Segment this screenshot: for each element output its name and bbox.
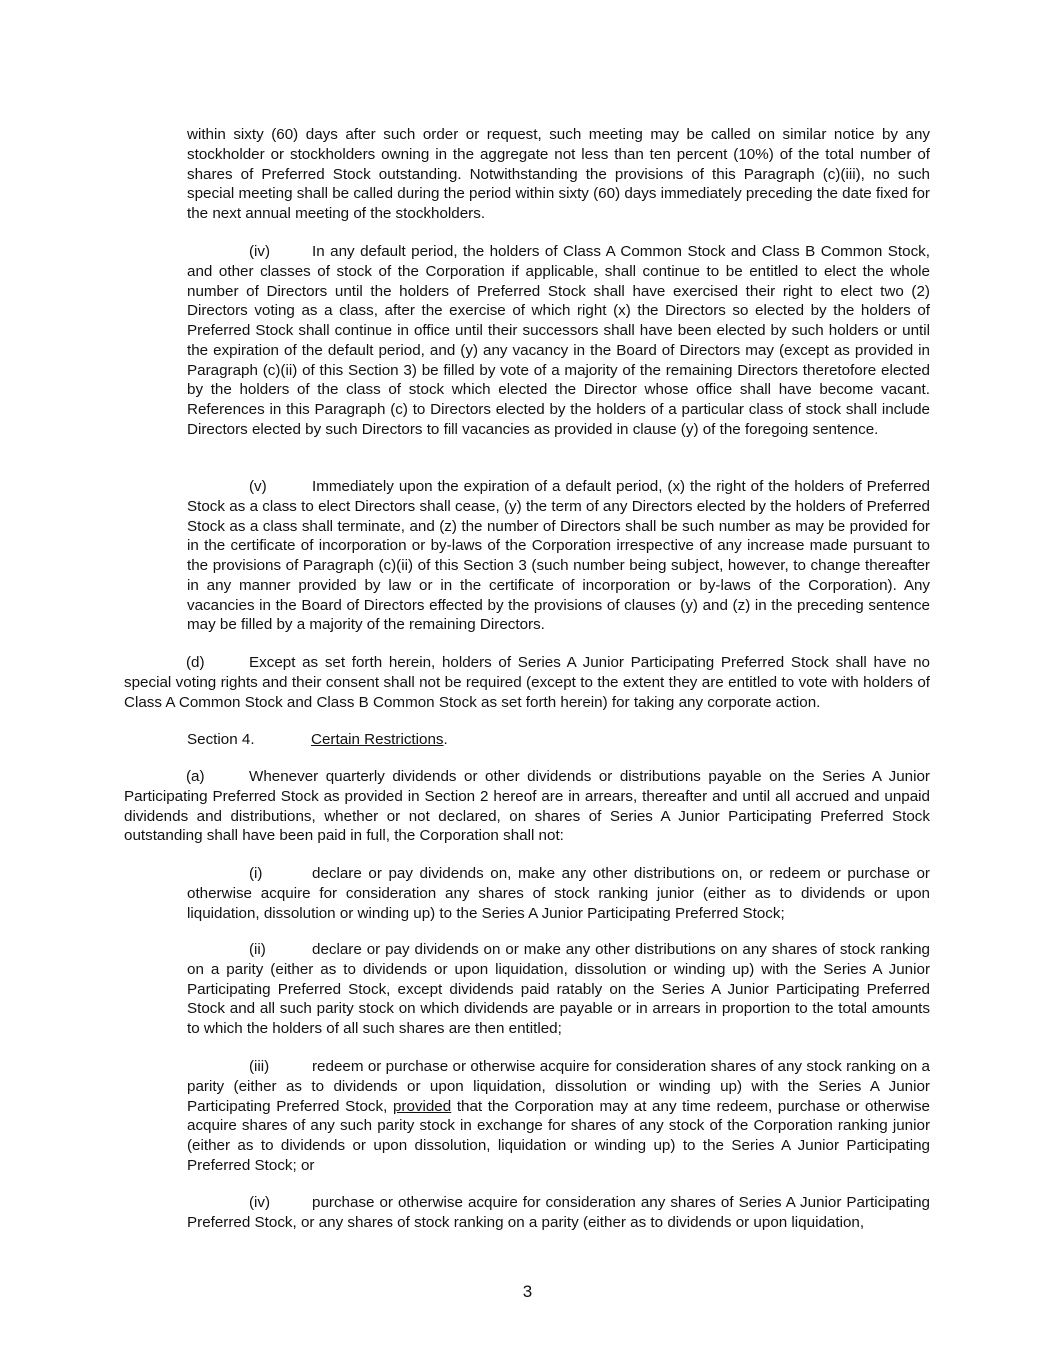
- paragraph-text: within sixty (60) days after such order or request, such meeting may be called on similar notice by any stockholder or stockholders owning in the aggregate not less than ten percent (10%) of the total number of shares of Preferred Stock outstanding. Notwithstanding the provisions of this Paragraph (c)(iii), no such special meeting shall be called during the period within sixty (60) days immediately preceding the date fixed for the next annual meeting of the stockholders.: [187, 126, 930, 222]
- paragraph-number: (v): [249, 478, 267, 495]
- paragraph-text: purchase or otherwise acquire for consideration any shares of Series A Junior Participating Preferred Stock, or any shares of stock ranking on a parity (either as to dividends or upon liquidation,: [187, 1194, 930, 1231]
- paragraph-a-ii: [187, 940, 930, 1039]
- paragraph-a-iv: [187, 1193, 930, 1233]
- section-heading: [187, 730, 930, 750]
- section-title-period: .: [443, 731, 448, 748]
- paragraph-a: [124, 767, 930, 846]
- page-number: 3: [522, 1282, 533, 1301]
- paragraph-d: [124, 653, 930, 712]
- paragraph-text: declare or pay dividends on, make any other distributions on, or redeem or purchase or otherwise acquire for consideration any shares of stock ranking junior (either as to dividends or upon liquidation, dissolution or winding up) to the Series A Junior Participating Preferred Stock;: [187, 865, 930, 922]
- paragraph-text: Immediately upon the expiration of a default period, (x) the right of the holders of Preferred Stock as a class to elect Directors shall cease, (y) the term of any Directors elected by the holders of Preferred Stock as a class shall terminate, and (z) the number of Directors shall be such number as may be provided for in the certificate of incorporation or by-laws of the Corporation irrespective of any increase made pursuant to the provisions of Paragraph (c)(ii) of this Section 3 (such number being subject, however, to change thereafter in any manner provided by law or in the certificate of incorporation or by-laws of the Corporation). Any vacancies in the Board of Directors effected by the provisions of clauses (y) and (z) in the preceding sentence may be filled by a majority of the remaining Directors.: [187, 478, 930, 634]
- defined-term-provided: provided: [392, 1097, 452, 1115]
- paragraph-c-iv: [187, 242, 930, 440]
- paragraph-number: (d): [186, 654, 205, 671]
- paragraph-continuation: [187, 125, 930, 224]
- paragraph-number: (i): [249, 865, 263, 882]
- section-title: Certain Restrictions: [311, 731, 444, 748]
- paragraph-number: (ii): [249, 941, 266, 958]
- paragraph-a-iii: [187, 1057, 930, 1176]
- paragraph-text: redeem or purchase or otherwise acquire for consideration shares of any stock ranking on a parity (either as to dividends or upon liquidation, dissolution or winding up) with the Series A Junior Participating Preferred Stock,: [187, 1058, 930, 1115]
- paragraph-number: (a): [186, 768, 205, 785]
- paragraph-c-v: [187, 477, 930, 635]
- paragraph-text: In any default period, the holders of Class A Common Stock and Class B Common Stock, and other classes of stock of the Corporation if applicable, shall continue to be entitled to elect the whole number of Directors until the holders of Preferred Stock shall have exercised their right to elect two (2) Directors voting as a class, after the exercise of which right (x) the Directors so elected by the holders of Preferred Stock shall continue in office until their successors shall have been elected by such holders or until the expiration of the default period, and (y) any vacancy in the Board of Directors may (except as provided in Paragraph (c)(ii) of this Section 3) be filled by vote of a majority of the remaining Directors theretofore elected by the holders of the class of stock which elected the Director whose office shall have become vacant. References in this Paragraph (c) to Directors elected by the holders of a particular class of stock shall include Directors elected by such Directors to fill vacancies as provided in clause (y) of the foregoing sentence.: [187, 243, 930, 438]
- paragraph-text: declare or pay dividends on or make any other distributions on any shares of stock ranking on a parity (either as to dividends or upon liquidation, dissolution or winding up) with the Series A Junior Participating Preferred Stock, except dividends paid ratably on the Series A Junior Participating Preferred Stock and all such parity stock on which dividends are payable or in arrears in proportion to the total amounts to which the holders of all such shares are then entitled;: [187, 941, 930, 1037]
- section-label: Section 4.: [187, 731, 255, 748]
- paragraph-number: (iii): [249, 1058, 270, 1075]
- paragraph-number: (iv): [249, 243, 271, 260]
- paragraph-text-continued: that the Corporation may at any time redeem, purchase or otherwise acquire shares of any such parity stock in exchange for shares of any stock of the Corporation ranking junior (either as to dividends or upon dissolution, liquidation or winding up) to the Series A Junior Participating Preferred Stock; or: [187, 1097, 930, 1174]
- paragraph-a-i: [187, 864, 930, 923]
- paragraph-text: Except as set forth herein, holders of Series A Junior Participating Preferred Stock shall have no special voting rights and their consent shall not be required (except to the extent they are entitled to vote with holders of Class A Common Stock and Class B Common Stock as set forth herein) for taking any corporate action.: [124, 654, 930, 711]
- paragraph-text: Whenever quarterly dividends or other dividends or distributions payable on the Series A Junior Participating Preferred Stock as provided in Section 2 hereof are in arrears, thereafter and until all accrued and unpaid dividends and distributions, whether or not declared, on shares of Series A Junior Participating Preferred Stock outstanding shall have been paid in full, the Corporation shall not:: [124, 768, 930, 845]
- paragraph-number: (iv): [249, 1194, 271, 1211]
